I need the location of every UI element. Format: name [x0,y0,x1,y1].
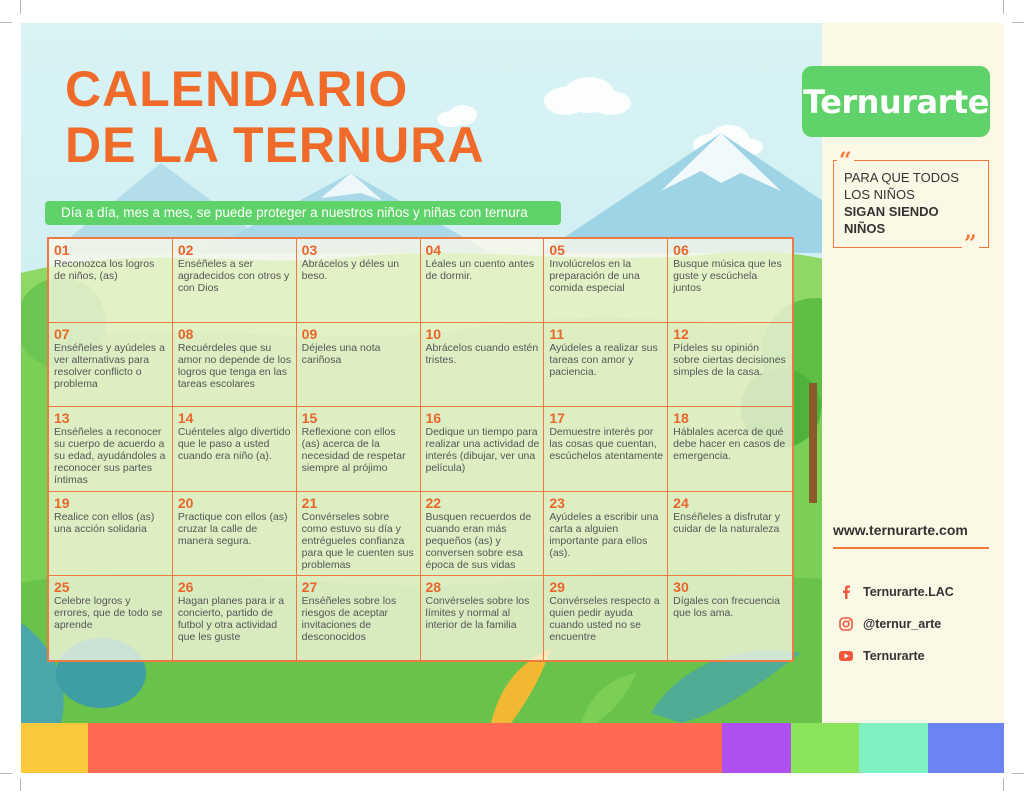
calendar-day-cell [544,323,668,407]
quote-line-1: PARA QUE TODOS [844,170,959,185]
calendar-day-cell [173,576,297,660]
day-number: 04 [425,242,442,258]
calendar-day-cell [544,239,668,323]
day-activity-text: Convérseles respecto a quien pedir ayuda cuando usted no se encuentre [549,594,660,643]
day-number: 17 [549,410,565,427]
calendar-day-cell [297,239,421,323]
day-number: 07 [54,326,70,343]
day-activity-text: Dígales con frecuencia que los ama. [673,594,780,619]
calendar-day-cell [297,407,421,491]
facebook-icon [839,585,853,599]
calendar-day-cell [668,407,792,491]
quote-close-icon: ” [964,231,977,257]
day-activity-text: Enséñeles sobre los riesgos de aceptar invitaciones de desconocidos [301,594,397,643]
day-number: 15 [301,410,318,427]
day-number: 01 [54,242,70,258]
day-activity-text: Involúcrelos en la preparación de una comida especial [549,258,640,294]
day-number: 28 [425,578,442,595]
day-number: 23 [549,494,565,511]
calendar-day-cell [544,576,668,660]
day-number: 14 [177,410,194,427]
youtube-label: Ternurarte [863,649,925,663]
day-activity-text: Realice con ellos (as) una acción solidaria [54,510,155,535]
day-activity-text: Practique con ellos (as) cruzar la calle de manera segura. [177,510,288,547]
day-activity-text: Ayúdeles a realizar sus tareas con amor y paciencia. [549,342,658,379]
day-activity-text: Reconozca los logros de niños, (as) [54,258,155,282]
day-number: 18 [673,410,689,427]
day-number: 20 [177,494,194,511]
day-number: 25 [54,578,70,595]
day-activity-text: Recuérdeles que su amor no depende de los logros que tenga en las tareas escolares [177,342,292,391]
tagline-banner: Día a día, mes a mes, se puede proteger a nuestros niños y niñas con ternura [45,201,561,225]
day-number: 19 [54,494,70,511]
stripe-blue [928,723,1004,773]
youtube-icon [839,649,853,663]
day-activity-text: Busquen recuerdos de cuando eran más pequeños (as) y conversen sobre esa época de sus vidas [425,510,532,571]
calendar-day-cell [173,239,297,323]
calendar-day-cell [421,576,545,660]
calendar-day-cell [668,492,792,576]
day-activity-text: Háblales acerca de qué debe hacer en casos de emergencia. [673,426,786,463]
day-activity-text: Busque música que les guste y escúchela juntos [673,258,782,294]
calendar-day-cell [421,492,545,576]
website-link[interactable]: www.ternurarte.com [833,522,968,538]
day-activity-text: Enséñeles y ayúdeles a ver alternativas para resolver conflicto o problema [54,342,165,391]
calendar-day-cell [49,407,173,491]
day-activity-text: Hagan planes para ir a concierto, partido de futbol y otra actividad que les guste [177,594,285,643]
facebook-label: Ternurarte.LAC [863,585,954,599]
day-number: 12 [673,326,689,343]
crop-mark-right-top [1012,22,1024,23]
day-activity-text: Convérseles sobre los límites y normal al interior de la familia [425,594,530,631]
quote-line-2: LOS NIÑOS [844,187,915,202]
calendar-day-cell [544,407,668,491]
day-activity-text: Cuénteles algo divertido que le paso a usted cuando era niño (a). [177,426,291,463]
calendar-day-cell [544,492,668,576]
social-youtube[interactable] [839,649,925,663]
day-number: 08 [177,326,194,343]
instagram-label: @ternur_arte [863,617,942,631]
calendar-day-cell [49,576,173,660]
day-activity-text: Déjeles una nota cariñosa [301,342,381,367]
social-instagram[interactable] [839,617,941,631]
social-facebook[interactable] [839,585,954,599]
day-number: 02 [177,242,194,258]
crop-mark-left-bottom [0,773,12,774]
day-number: 06 [673,242,689,258]
calendar-day-cell [668,323,792,407]
stripe-coral [88,723,722,773]
day-number: 05 [549,242,565,258]
calendar-day-cell [421,239,545,323]
day-activity-text: Demuestre interés por las cosas que cuentan, escúchelos atentamente [549,426,664,463]
crop-mark-top-right [1003,0,1004,14]
calendar-day-cell [297,492,421,576]
day-number: 11 [549,326,565,343]
calendar-day-cell [297,576,421,660]
day-activity-text: Dedique un tiempo para realizar una actividad de interés (dibujar, ver una película) [425,426,540,475]
day-activity-text: Convérseles sobre como estuvo su día y entrégueles confianza para que le cuenten sus problemas [301,510,414,571]
day-activity-text: Abrácelos cuando estén tristes. [425,342,539,367]
quote-line-4: NIÑOS [844,221,886,236]
crop-mark-right-bottom [1012,773,1024,774]
day-activity-text: Enséñeles a disfrutar y cuidar de la naturaleza [673,510,780,535]
ternurarte-logo: Ternurarte [802,66,990,137]
title-line-1: CALENDARIO [65,61,409,117]
day-activity-text: Reflexione con ellos (as) acerca de la necesidad de respetar siempre al prójimo [301,426,406,475]
calendar-day-cell [173,407,297,491]
color-stripe [21,723,1004,773]
calendar-day-cell [49,323,173,407]
day-number: 30 [673,578,689,595]
quote-text [844,169,984,237]
quote-line-3: SIGAN SIENDO [844,204,939,219]
day-activity-text: Abrácelos y déles un beso. [301,258,400,282]
calendar-day-cell [297,323,421,407]
calendar-day-cell [173,492,297,576]
day-number: 26 [177,578,194,595]
calendar-day-cell [668,239,792,323]
day-number: 16 [425,410,442,427]
day-number: 09 [301,326,318,343]
page-title [65,61,484,173]
day-activity-text: Enséñeles a reconocer su cuerpo de acuerdo a su edad, ayudándoles a reconocer sus partes íntimas [54,426,166,487]
day-activity-text: Celebre logros y errores, que de todo se aprende [54,594,163,631]
day-number: 27 [301,578,318,595]
title-line-2: DE LA TERNURA [65,117,485,173]
instagram-icon [839,617,853,631]
calendar-day-cell [49,492,173,576]
crop-mark-left-top [0,22,12,23]
calendar-sheet [21,23,1004,773]
day-activity-text: Enséñeles a ser agradecidos con otros y con Dios [177,258,290,294]
calendar-day-cell [668,576,792,660]
stripe-green [791,723,859,773]
calendar-day-cell [49,239,173,323]
day-number: 13 [54,410,70,427]
day-number: 03 [301,242,318,258]
calendar-day-cell [421,323,545,407]
crop-mark-bottom-right [1003,778,1004,791]
calendar-day-cell [173,323,297,407]
day-activity-text: Pídeles su opinión sobre ciertas decisiones simples de la casa. [673,342,786,379]
calendar-grid [47,237,794,662]
day-number: 24 [673,494,689,511]
day-number: 21 [301,494,318,511]
day-number: 29 [549,578,565,595]
day-activity-text: Ayúdeles a escribir una carta a alguien importante para ellos (as). [549,510,659,559]
quote-open-icon: “ [839,148,852,174]
stripe-mint [859,723,928,773]
calendar-day-cell [421,407,545,491]
crop-mark-top-left [20,0,21,14]
crop-mark-bottom-left [20,778,21,791]
day-number: 22 [425,494,442,511]
day-activity-text: Léales un cuento antes de dormir. [425,258,535,282]
day-number: 10 [425,326,442,343]
website-divider [833,547,989,549]
stripe-yellow [21,723,88,773]
stripe-purple [722,723,791,773]
